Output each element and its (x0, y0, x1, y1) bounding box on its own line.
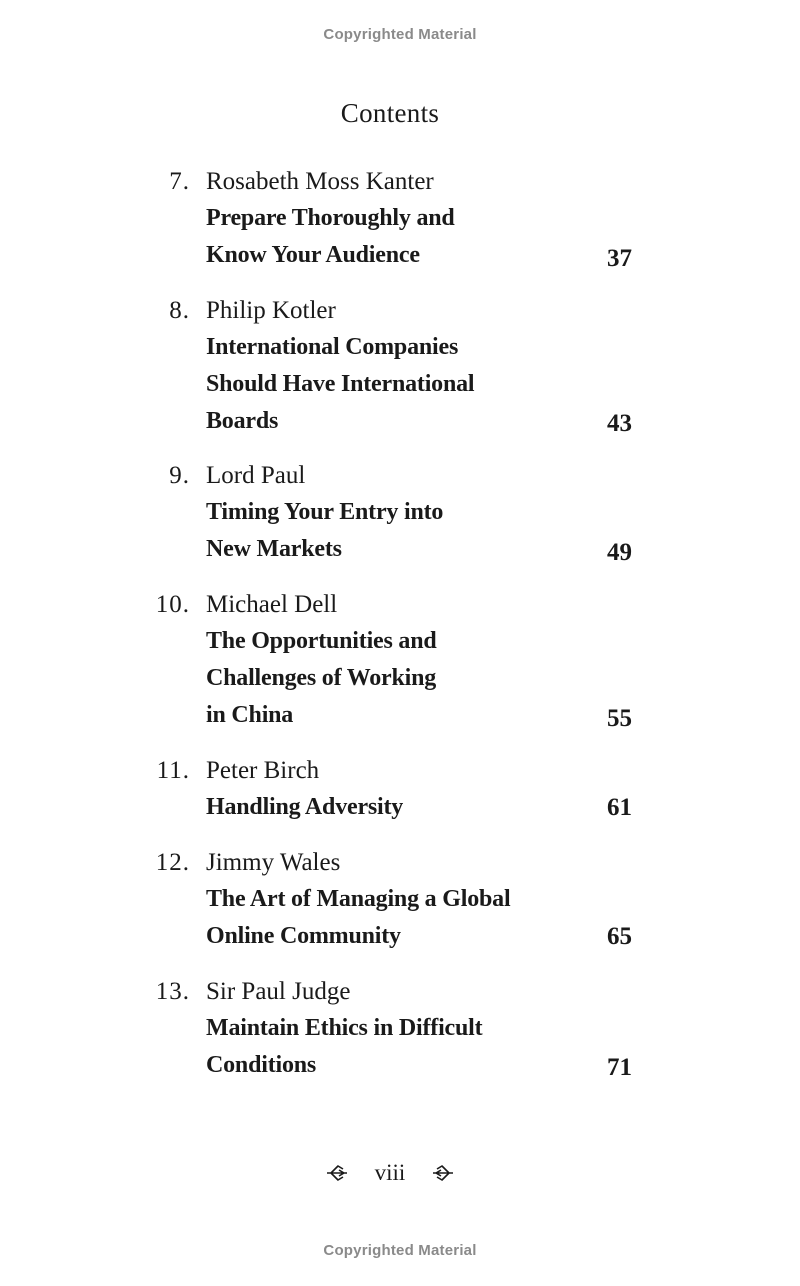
chapter-number: 7. (169, 168, 190, 195)
chapter-title-line: The Art of Managing a Global (206, 886, 511, 912)
page-title: Contents (340, 98, 440, 128)
chapter-author: Rosabeth Moss Kanter (206, 168, 434, 195)
chapter-number: 8. (169, 297, 190, 324)
page-number: 65 (607, 923, 632, 950)
chapter-title-line: Handling Adversity (206, 794, 404, 820)
chapter-author: Peter Birch (206, 757, 320, 784)
ornament-left-icon (325, 1164, 349, 1182)
page-number: 49 (607, 539, 632, 566)
chapter-title-line: in China (206, 702, 294, 728)
ornament-right-icon (431, 1164, 455, 1182)
chapter-title-line: International Companies (206, 334, 459, 360)
copyright-watermark-bottom: Copyrighted Material (323, 1242, 477, 1259)
page-number: 43 (607, 410, 632, 437)
chapter-author: Michael Dell (206, 591, 338, 618)
page-number: 71 (607, 1054, 632, 1081)
folio-page-number: viii (374, 1160, 406, 1185)
chapter-number: 9. (169, 462, 190, 489)
chapter-author: Jimmy Wales (206, 849, 341, 876)
chapter-title-line: Should Have International (206, 371, 475, 397)
chapter-title-line: New Markets (206, 536, 342, 562)
chapter-number: 10. (155, 591, 190, 618)
chapter-title-line: The Opportunities and (206, 628, 437, 654)
page-number: 55 (607, 705, 632, 732)
page-folio (0, 1160, 780, 1186)
chapter-title-line: Boards (206, 408, 279, 434)
chapter-title-line: Know Your Audience (206, 242, 420, 268)
chapter-number: 13. (155, 978, 190, 1005)
chapter-title-line: Challenges of Working (206, 665, 437, 691)
chapter-title-line: Online Community (206, 923, 401, 949)
copyright-watermark-top: Copyrighted Material (323, 26, 477, 43)
page-number: 61 (607, 794, 632, 821)
chapter-title-line: Timing Your Entry into (206, 499, 444, 525)
chapter-title-line: Conditions (206, 1052, 317, 1078)
chapter-author: Sir Paul Judge (206, 978, 351, 1005)
chapter-author: Lord Paul (206, 462, 306, 489)
page-number: 37 (607, 245, 632, 272)
chapter-title-line: Prepare Thoroughly and (206, 205, 455, 231)
chapter-number: 11. (156, 757, 190, 784)
chapter-number: 12. (155, 849, 190, 876)
chapter-author: Philip Kotler (206, 297, 336, 324)
chapter-title-line: Maintain Ethics in Difficult (206, 1015, 483, 1041)
